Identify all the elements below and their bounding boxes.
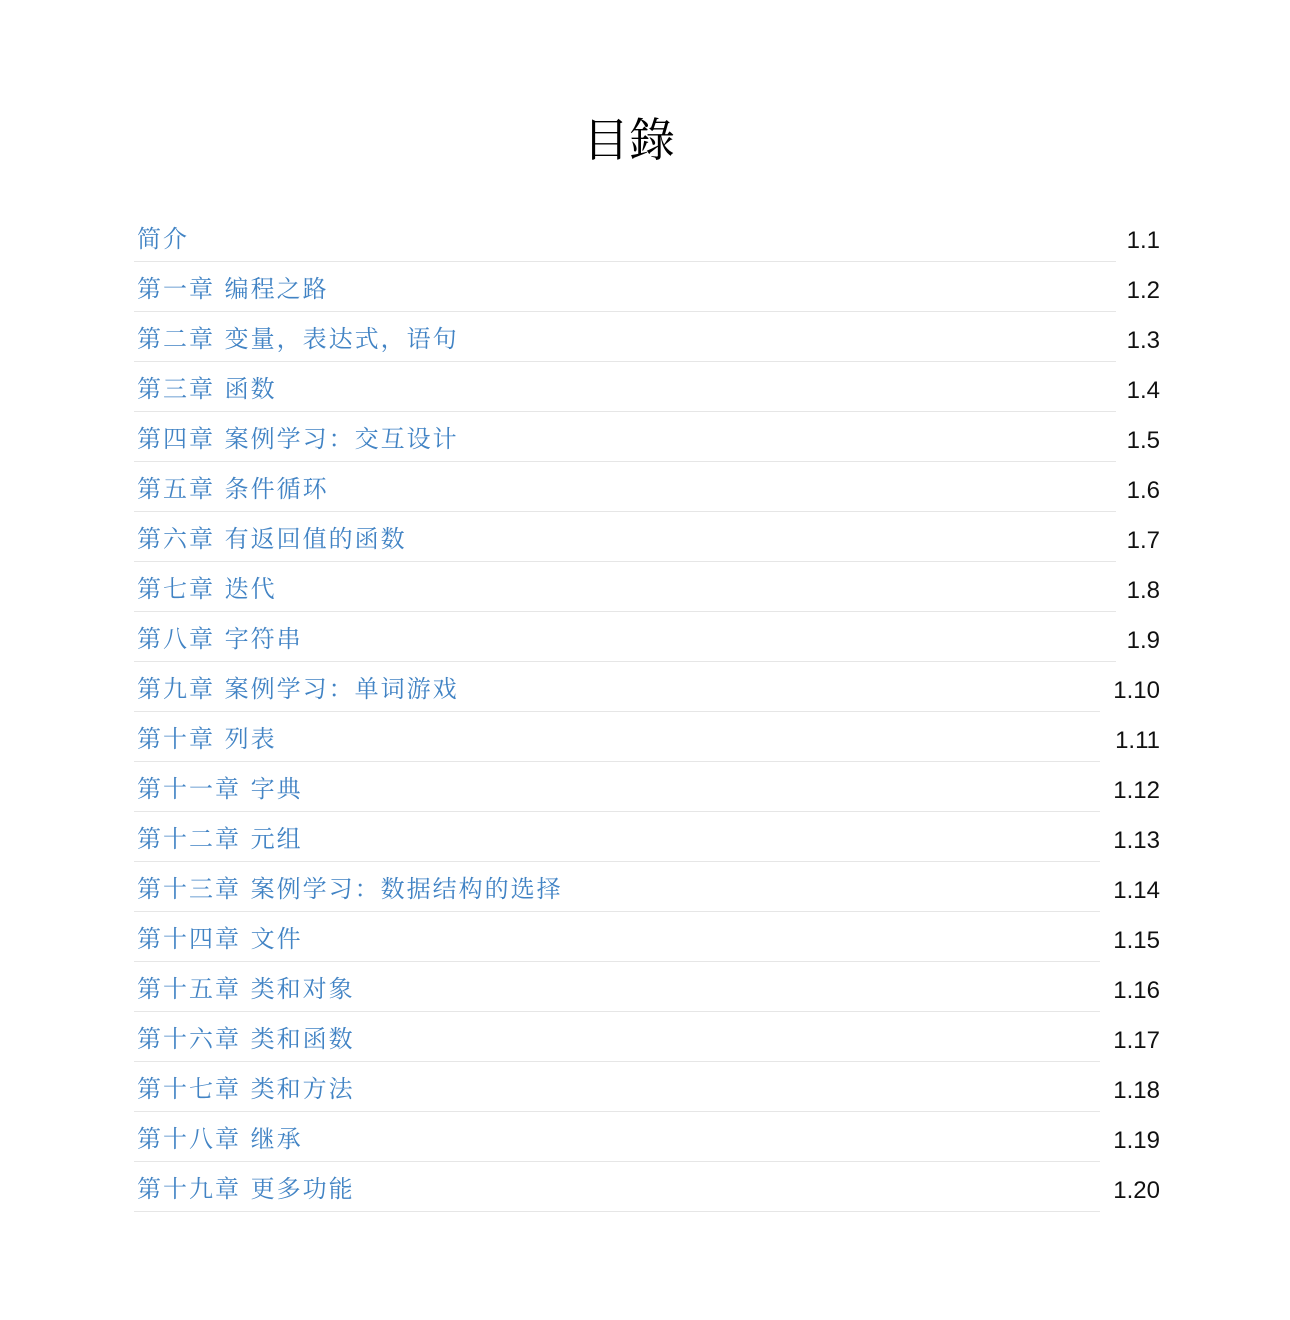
toc-link[interactable]: 第十一章 字典 xyxy=(137,775,303,803)
toc-divider xyxy=(134,1161,1100,1162)
toc-item xyxy=(134,663,1164,712)
toc-link[interactable]: 第十三章 案例学习：数据结构的选择 xyxy=(137,875,563,903)
toc-page-number: 1.7 xyxy=(1126,527,1160,554)
toc-page-number: 1.1 xyxy=(1126,227,1160,254)
toc-item xyxy=(134,763,1164,812)
toc-link[interactable]: 第七章 迭代 xyxy=(137,575,277,603)
toc-title: 目錄 xyxy=(583,113,675,167)
toc-link[interactable]: 第十五章 类和对象 xyxy=(137,975,355,1003)
toc-link[interactable]: 第三章 函数 xyxy=(137,375,277,403)
toc-link[interactable]: 第二章 变量，表达式，语句 xyxy=(137,325,459,353)
toc-divider xyxy=(134,511,1116,512)
toc-link[interactable]: 第九章 案例学习：单词游戏 xyxy=(137,675,459,703)
toc-divider xyxy=(134,861,1100,862)
toc-item xyxy=(134,963,1164,1012)
toc-divider xyxy=(134,461,1116,462)
toc-page-number: 1.12 xyxy=(1113,777,1160,804)
toc-item xyxy=(134,1013,1164,1062)
toc-divider xyxy=(134,1211,1100,1212)
toc-divider xyxy=(134,811,1100,812)
toc-divider xyxy=(134,661,1116,662)
toc-page-number: 1.6 xyxy=(1126,477,1160,504)
toc-divider xyxy=(134,961,1100,962)
toc-item xyxy=(134,1063,1164,1112)
toc-link[interactable]: 第八章 字符串 xyxy=(137,625,303,653)
toc-page-number: 1.20 xyxy=(1113,1177,1160,1204)
toc-link[interactable]: 第五章 条件循环 xyxy=(137,475,329,503)
toc-link[interactable]: 第一章 编程之路 xyxy=(137,275,329,303)
toc-link[interactable]: 第十四章 文件 xyxy=(137,925,303,953)
toc-list xyxy=(134,213,1164,1213)
toc-page-number: 1.2 xyxy=(1126,277,1160,304)
toc-divider xyxy=(134,261,1116,262)
toc-link[interactable]: 第十八章 继承 xyxy=(137,1125,303,1153)
toc-divider xyxy=(134,911,1100,912)
toc-item xyxy=(134,563,1164,612)
toc-link[interactable]: 第十九章 更多功能 xyxy=(137,1175,355,1203)
toc-item xyxy=(134,1163,1164,1212)
toc-link[interactable]: 第四章 案例学习：交互设计 xyxy=(137,425,459,453)
toc-page-number: 1.13 xyxy=(1113,827,1160,854)
toc-page-number: 1.11 xyxy=(1115,727,1160,754)
toc-divider xyxy=(134,311,1116,312)
toc-link[interactable]: 第六章 有返回值的函数 xyxy=(137,525,407,553)
toc-link[interactable]: 第十六章 类和函数 xyxy=(137,1025,355,1053)
toc-item xyxy=(134,1113,1164,1162)
toc-divider xyxy=(134,761,1100,762)
toc-page-number: 1.5 xyxy=(1126,427,1160,454)
toc-divider xyxy=(134,411,1116,412)
toc-item xyxy=(134,363,1164,412)
toc-page-number: 1.17 xyxy=(1113,1027,1160,1054)
toc-link[interactable]: 第十七章 类和方法 xyxy=(137,1075,355,1103)
toc-divider xyxy=(134,1111,1100,1112)
toc-divider xyxy=(134,711,1100,712)
toc-page-number: 1.4 xyxy=(1126,377,1160,404)
toc-item xyxy=(134,863,1164,912)
toc-item xyxy=(134,813,1164,862)
toc-item xyxy=(134,313,1164,362)
toc-item xyxy=(134,613,1164,662)
toc-item xyxy=(134,213,1164,262)
toc-link[interactable]: 第十二章 元组 xyxy=(137,825,303,853)
toc-divider xyxy=(134,611,1116,612)
toc-link[interactable]: 第十章 列表 xyxy=(137,725,277,753)
toc-item xyxy=(134,413,1164,462)
toc-divider xyxy=(134,361,1116,362)
toc-item xyxy=(134,913,1164,962)
toc-item xyxy=(134,263,1164,312)
toc-page-number: 1.3 xyxy=(1126,327,1160,354)
toc-divider xyxy=(134,1011,1100,1012)
toc-item xyxy=(134,513,1164,562)
toc-link[interactable]: 简介 xyxy=(137,225,189,253)
toc-divider xyxy=(134,561,1116,562)
toc-divider xyxy=(134,1061,1100,1062)
toc-page-number: 1.8 xyxy=(1126,577,1160,604)
toc-item xyxy=(134,713,1164,762)
toc-item xyxy=(134,463,1164,512)
toc-page-number: 1.15 xyxy=(1113,927,1160,954)
toc-page-number: 1.18 xyxy=(1113,1077,1160,1104)
toc-page-number: 1.9 xyxy=(1126,627,1160,654)
toc-page-number: 1.10 xyxy=(1113,677,1160,704)
toc-page-number: 1.19 xyxy=(1113,1127,1160,1154)
toc-page-number: 1.14 xyxy=(1113,877,1160,904)
toc-page-number: 1.16 xyxy=(1113,977,1160,1004)
